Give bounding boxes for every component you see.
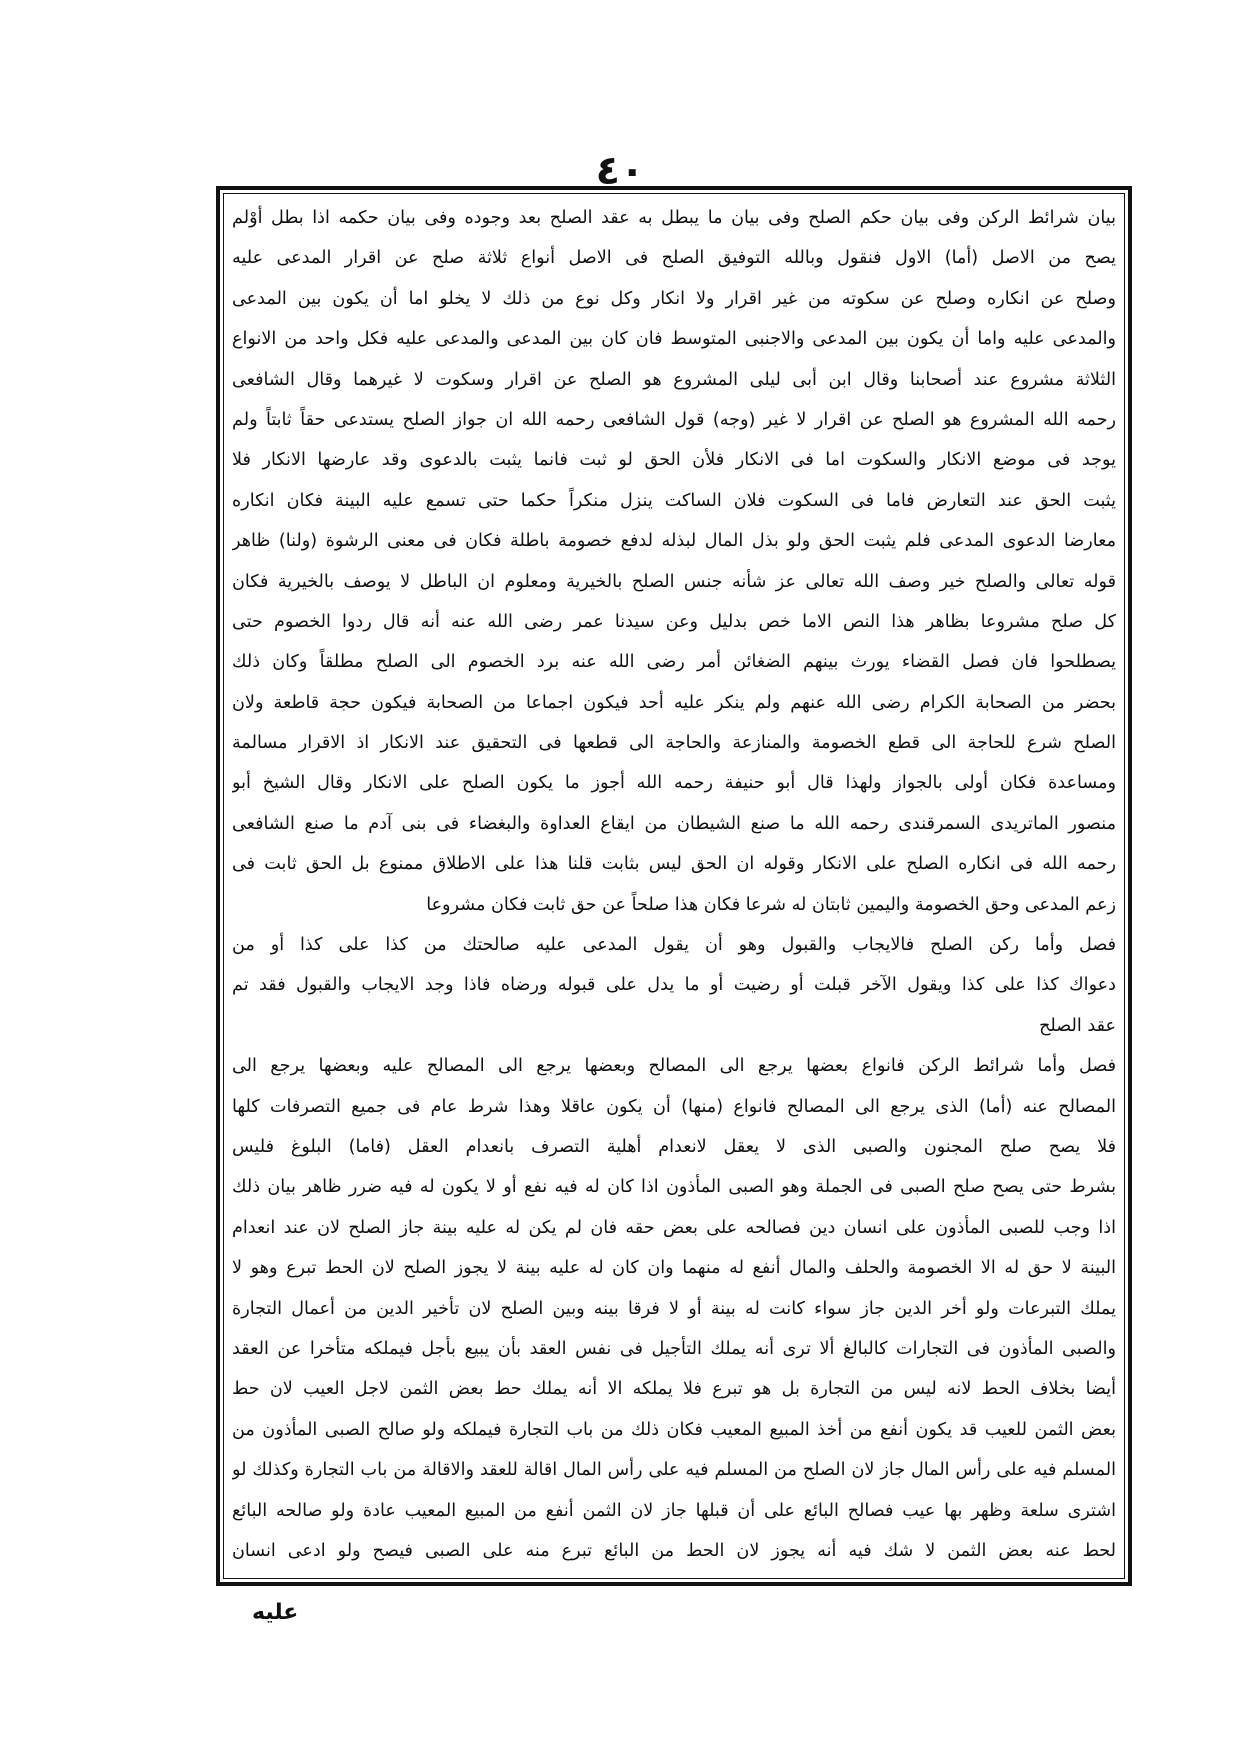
text-line: يوجد فى موضع الانكار والسكوت اما فى الانكار فلأن الحق لو ثبت فانما يثبت بالدعوى وقد عارضها الانكار فلا	[232, 450, 1116, 471]
text-line: قوله تعالى والصلح خير وصف الله تعالى عز شأنه جنس الصلح بالخيرية ومعلوم ان الباطل لا يوصف بالخيرية فكان	[232, 571, 1116, 592]
text-line: بشرط حتى يصح صلح الصبى فى الجملة وهو الصبى المأذون اذا كان له فيه نفع أو لا يكون له فيه ضرر ظاهر بيان ذلك	[232, 1177, 1116, 1198]
text-line: فلا يصح صلح المجنون والصبى الذى لا يعقل لانعدام أهلية التصرف بانعدام العقل (فاما) البلوغ فليس	[232, 1136, 1116, 1157]
text-line: بعض الثمن للعيب قد يكون أنفع من أخذ المبيع المعيب فكان ذلك من باب التجارة فيملكه ولو صالح الصبى المأذون من	[232, 1419, 1116, 1440]
text-line: اذا وجب للصبى المأذون على انسان دين فصالحه على بعض حقه فان لم يكن له عليه بينة جاز الصلح لان عند انعدام	[232, 1217, 1116, 1238]
text-line: لحط عنه بعض الثمن لا شك فيه أنه يجوز لان الحط من البائع تبرع منه على الصبى فيصح ولو ادعى انسان	[232, 1540, 1116, 1561]
text-line: يصح من الاصل (أما) الاول فنقول وبالله التوفيق الصلح فى الاصل أنواع ثلاثة صلح عن اقرار المدعى عليه	[232, 248, 1116, 269]
text-line: البينة لا حق له الا الخصومة والحلف والمال أنفع له منهما وان كان له عليه بينة لا يجوز الصلح لان الحط تبرع وهو لا	[232, 1258, 1116, 1279]
text-line: زعم المدعى وحق الخصومة واليمين ثابتان له شرعا فكان هذا صلحاً عن حق ثابت فكان مشروعا	[426, 894, 1116, 915]
text-line: ومساعدة فكان أولى بالجواز ولهذا قال أبو حنيفة رحمه الله أجوز ما يكون الصلح على الانكار وقال الشيخ أبو	[232, 773, 1116, 794]
text-line: الثلاثة مشروع عند أصحابنا وقال ابن أبى ليلى المشروع هو الصلح عن اقرار وسكوت لا غيرهما وقال الشافعى	[232, 369, 1116, 390]
text-line: دعواك كذا على كذا ويقول الآخر قبلت أو رضيت أو ما يدل على قبوله ورضاه فاذا وجد الايجاب والقبول فقد تم	[232, 975, 1116, 996]
text-line: يملك التبرعات ولو أخر الدين جاز سواء كانت له بينة أو لا فرقا بينه وبين الصلح لان تأخير الدين من أعمال التجارة	[232, 1298, 1116, 1319]
text-line: الصلح شرع للحاجة الى قطع الخصومة والمنازعة والحاجة الى قطعها فى التحقيق عند الانكار اذ الاقرار مسالمة	[232, 733, 1116, 754]
text-line: يثبت الحق عند التعارض فاما فى السكوت فلان الساكت ينزل منكراً حكما حتى تسمع عليه البينة فكان انكاره	[232, 490, 1116, 511]
text-line: والصبى المأذون فى التجارات كالبالغ ألا ترى أنه يملك التأجيل فى نفس العقد بأن يبيع بأجل فيملكه متأخرا عن العقد	[232, 1338, 1116, 1359]
text-line: كل صلح مشروعا بظاهر هذا النص الاما خص بدليل وعن سيدنا عمر رضى الله عنه أنه قال ردوا الخصوم حتى	[232, 611, 1116, 632]
text-line: بيان شرائط الركن وفى بيان حكم الصلح وفى بيان ما يبطل به عقد الصلح بعد وجوده وفى بيان حكمه اذا بطل أوْلم	[232, 208, 1116, 228]
text-line: رحمه الله المشروع هو الصلح عن اقرار لا غير (وجه) قول الشافعى رحمه الله ان جواز الصلح يستدعى حقاً ثابتاً ولم	[232, 409, 1116, 430]
text-line: عقد الصلح	[1039, 1015, 1116, 1036]
text-line: المسلم فيه على رأس المال جاز لان الصلح من المسلم فيه على رأس المال اقالة للعقد والاقالة من باب التجارة وكذلك لو	[232, 1460, 1116, 1481]
text-line: وصلح عن انكاره وصلح عن سكوته من غير اقرار ولا انكار وكل نوع من ذلك لا يخلو اما أن يكون بين المدعى	[232, 288, 1116, 309]
text-line: اشترى سلعة وظهر بها عيب فصالح البائع على أن قبلها جاز لان الثمن أنفع من المبيع المعيب عادة ولو صالحه البائع	[232, 1500, 1116, 1521]
text-line: معارضا الدعوى المدعى فلم يثبت الحق ولو بذل المال لبذله لدفع خصومة باطلة فكان فى معنى الرشوة (ولنا) ظاهر	[232, 531, 1116, 552]
text-line: بحضر من الصحابة الكرام رضى الله عنهم ولم ينكر عليه أحد فيكون اجماعا من الصحابة فيكون حجة قاطعة ولان	[232, 692, 1116, 713]
catchword: عليه	[252, 1600, 299, 1625]
page-number: ٤٠	[595, 148, 645, 194]
text-line: أيضا بخلاف الحط لانه ليس من التجارة بل هو تبرع فلا يملكه الا أنه يملك حط بعض الثمن لاجل العيب لان حط	[232, 1379, 1116, 1400]
section-heading-line: فصل وأما ركن الصلح فالايجاب والقبول وهو أن يقول المدعى عليه صالحتك من كذا على كذا أو من	[232, 935, 1116, 956]
section-heading-line: فصل وأما شرائط الركن فانواع بعضها يرجع الى المصالح وبعضها يرجع الى المصالح عليه وبعضها يرجع الى	[232, 1056, 1116, 1077]
text-line: يصطلحوا فان فصل القضاء يورث بينهم الضغائن أمر رضى الله عنه برد الخصوم الى الصلح مطلقاً وكان ذلك	[232, 652, 1116, 673]
text-line: والمدعى عليه واما أن يكون بين المدعى والاجنبى المتوسط فان كان بين المدعى والمدعى عليه فكل واحد من الانواع	[232, 329, 1116, 350]
text-line: رحمه الله فى انكاره الصلح على الانكار وقوله ان الحق ليس بثابت قلنا هذا على الاطلاق ممنوع بل الحق ثابت فى	[232, 854, 1116, 875]
text-line: منصور الماتريدى السمرقندى رحمه الله ما صنع الشيطان من ايقاع العداوة والبغضاء فى بنى آدم ما صنع الشافعى	[232, 813, 1116, 834]
text-line: المصالح عنه (أما) الذى يرجع الى المصالح فانواع (منها) أن يكون عاقلا وهذا شرط عام فى جميع التصرفات كلها	[232, 1096, 1116, 1117]
body-text	[232, 198, 1116, 1571]
